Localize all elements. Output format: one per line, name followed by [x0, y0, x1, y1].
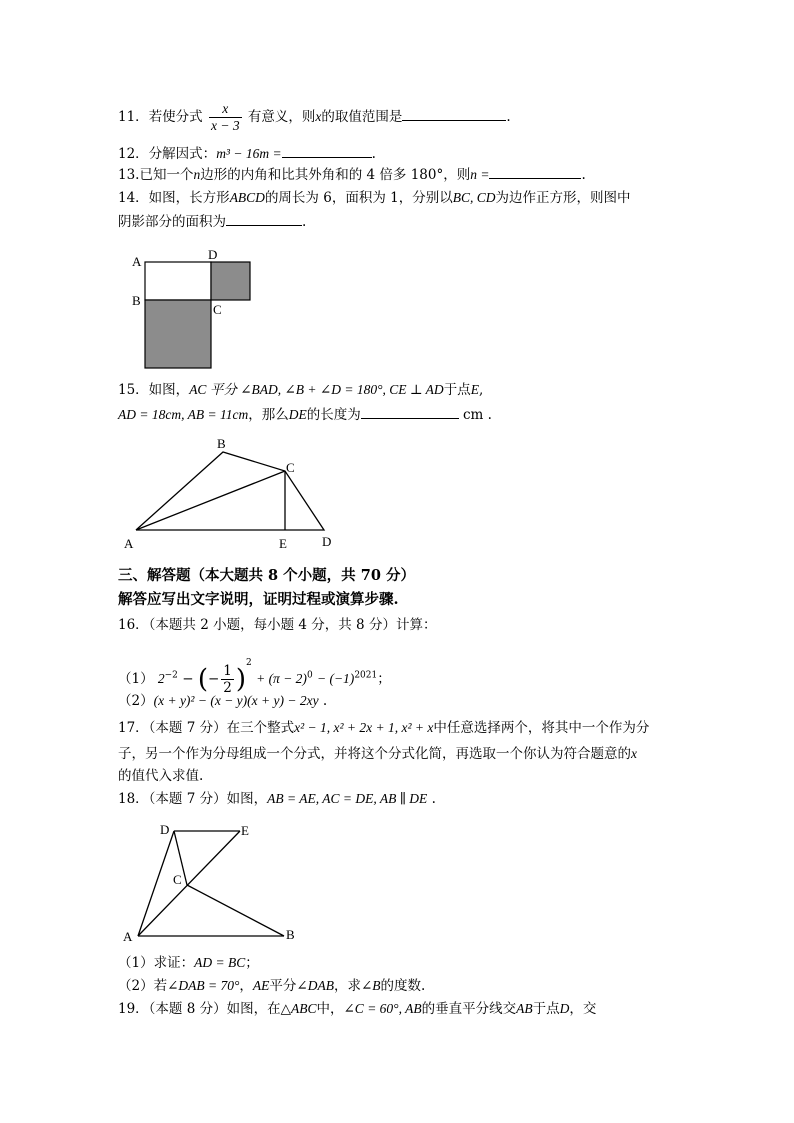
- section-3-title: 三、解答题（本大题共 8 个小题，共 70 分）: [118, 567, 415, 584]
- figure-q14-rectangle-squares: [125, 248, 265, 373]
- question-18-part1: （1）求证：AD = BC；: [118, 955, 259, 971]
- label-a: A: [132, 254, 142, 269]
- label-e: E: [279, 536, 287, 551]
- answer-blank[interactable]: [361, 406, 459, 419]
- answer-blank[interactable]: [489, 166, 581, 179]
- question-14-line1: 14．如图，长方形ABCD的周长为 6，面积为 1，分别以BC, CD为边作正方形，则图中: [118, 190, 631, 206]
- label-a: A: [124, 536, 134, 551]
- figure-q15-quadrilateral: [118, 432, 348, 557]
- label-a: A: [123, 929, 133, 944]
- label-e: E: [241, 823, 249, 838]
- answer-blank[interactable]: [282, 145, 372, 158]
- question-17-line3: 的值代入求值.: [118, 768, 204, 784]
- question-17-line2: 子，另一个作为分母组成一个分式，并将这个分式化简，再选取一个你认为符合题意的x: [118, 746, 637, 762]
- question-17-line1: 17．（本题 7 分）在三个整式x² − 1, x² + 2x + 1, x² + x中任意选择两个，将其中一个作为分: [118, 720, 650, 736]
- label-d: D: [160, 822, 170, 837]
- label-b: B: [286, 927, 295, 942]
- shaded-square-cd: [211, 262, 250, 300]
- question-14-line2: 阴影部分的面积为 .: [118, 214, 307, 230]
- question-15-line2: AD = 18cm, AB = 11cm，那么DE的长度为 cm .: [118, 407, 492, 423]
- label-d: D: [322, 534, 332, 549]
- label-c: C: [213, 302, 222, 317]
- answer-blank[interactable]: [226, 213, 302, 226]
- segment-ac: [136, 471, 285, 530]
- label-b: B: [132, 293, 141, 308]
- question-12: 12．分解因式：m³ − 16m = .: [118, 146, 376, 162]
- question-16-part1: （1） $2^{-2}$ − (− $\frac{1}{2}$ )$^2 + (\pi - 2)^0 - (-1)^{2021}$；: [118, 658, 391, 696]
- label-c: C: [173, 872, 182, 887]
- fraction: $\frac{1}{2}$: [223, 663, 232, 696]
- question-11: 11．若使分式 $\frac{x}{x - 3}$ 有意义，则x的取值范围是 .: [118, 101, 511, 133]
- segment-cb: [187, 885, 284, 936]
- segment-ae: [138, 831, 240, 936]
- fraction: $\frac{x}{x - 3}$: [210, 101, 240, 133]
- section-3-subtitle: 解答应写出文字说明，证明过程或演算步骤.: [118, 591, 399, 608]
- answer-blank[interactable]: [402, 108, 506, 121]
- rectangle-abcd: [145, 262, 211, 300]
- label-c: C: [286, 460, 295, 475]
- label-b: B: [217, 436, 226, 451]
- figure-q18-triangles: [118, 818, 308, 948]
- segment-ad: [138, 831, 174, 936]
- question-16-head: 16．（本题共 2 小题，每小题 4 分，共 8 分）计算：: [118, 617, 437, 633]
- question-15-line1: 15．如图，AC 平分 ∠BAD, ∠B + ∠D = 180°, CE ⊥ AD于点E,: [118, 382, 484, 398]
- shaded-square-bc: [145, 300, 211, 368]
- question-18-part2: （2）若∠DAB = 70°，AE平分∠DAB，求∠B的度数.: [118, 978, 426, 994]
- question-13: 13.已知一个n边形的内角和比其外角和的 4 倍多 180°，则n = .: [118, 167, 586, 183]
- question-18-line1: 18．（本题 7 分）如图，AB = AE, AC = DE, AB ∥ DE .: [118, 791, 436, 807]
- question-19-line1: 19．（本题 8 分）如图，在△ABC中，∠C = 60°, AB的垂直平分线交AB于点D，交: [118, 1001, 597, 1017]
- label-d: D: [208, 248, 218, 262]
- question-16-part2: （2）(x + y)² − (x − y)(x + y) − 2xy .: [118, 693, 328, 709]
